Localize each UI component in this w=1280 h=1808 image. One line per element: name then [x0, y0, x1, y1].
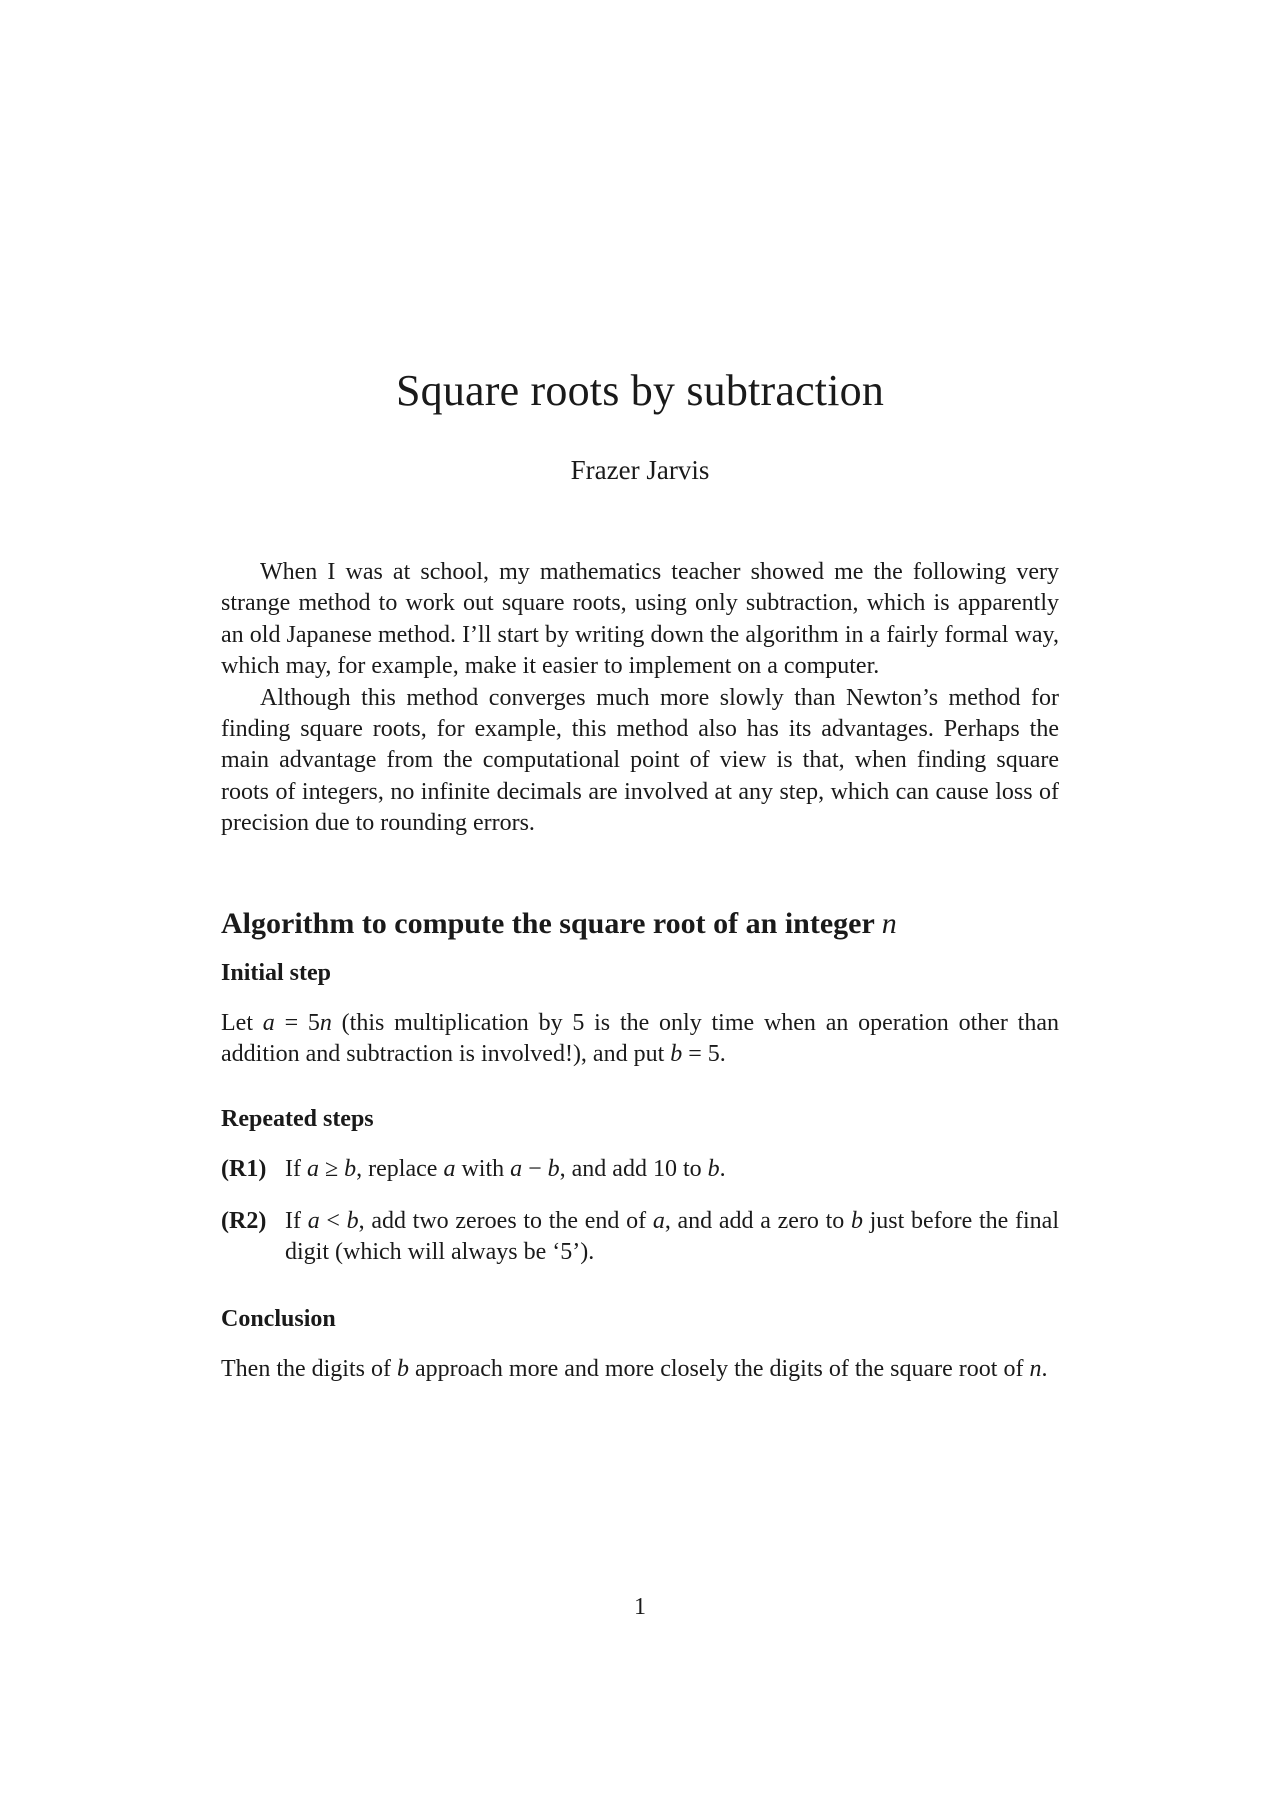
rule-label-r1: (R1) [221, 1156, 267, 1182]
math-variable: n [1029, 1356, 1042, 1382]
math-variable: b [396, 1356, 409, 1382]
math-variable: a [262, 1010, 275, 1036]
rule-label-r2: (R2) [221, 1208, 267, 1234]
conclusion-paragraph [221, 1354, 1059, 1385]
text-fragment: = 5. [682, 1041, 726, 1068]
math-variable: b [346, 1208, 359, 1234]
intro-paragraph-1: When I was at school, my mathematics teacher showed me the following very strange method to work out square roots, using only subtraction, which is apparently an old Japanese method. I’ll start by writing down the algorithm in a fairly formal way, which may, for example, make it easier to implement on a computer. [221, 559, 1059, 680]
text-fragment: If [285, 1208, 308, 1234]
text-fragment: (this multiplication by 5 is the only time when an operation other than addition and subtraction is involved!), and put [221, 1010, 1059, 1068]
text-fragment: = 5 [274, 1010, 320, 1036]
text-fragment: − [522, 1156, 548, 1182]
math-variable: b [344, 1156, 357, 1182]
initial-step-heading: Initial step [221, 960, 332, 986]
math-variable: b [850, 1208, 863, 1234]
math-variable: b [547, 1156, 560, 1182]
rule-text-r2 [285, 1206, 1059, 1269]
text-fragment: Then the digits of [221, 1356, 397, 1382]
math-variable: a [510, 1156, 523, 1182]
author-name: Frazer Jarvis [570, 455, 710, 485]
paper-title: Square roots by subtraction [395, 366, 885, 415]
repeated-steps-heading: Repeated steps [221, 1106, 374, 1132]
text-fragment: , add two zeroes to the end of [358, 1208, 653, 1234]
rule-r2 [221, 1206, 1059, 1269]
text-fragment: , and add a zero to [664, 1208, 851, 1234]
intro-paragraph-2: Although this method converges much more slowly than Newton’s method for finding square roots, for example, this method also has its advantages. Perhaps the main advantage from the computational point of view is that, when finding square roots of integers, no infinite decimals are involved at any step, which can cause loss of precision due to rounding errors. [221, 684, 1059, 837]
math-variable: n [319, 1010, 332, 1036]
math-variable: a [443, 1156, 456, 1182]
math-variable: b [670, 1041, 683, 1068]
text-fragment: approach more and more closely the digits of the square root of [408, 1356, 1030, 1382]
initial-step-paragraph [221, 1008, 1059, 1071]
text-fragment: . [1041, 1356, 1048, 1382]
math-variable: a [307, 1208, 320, 1234]
math-variable: b [707, 1156, 720, 1182]
text-fragment: , and add 10 to [559, 1156, 708, 1182]
text-fragment: If [285, 1156, 307, 1182]
conclusion-section [221, 1354, 1059, 1385]
rule-r1 [221, 1154, 1059, 1185]
section-heading [221, 907, 897, 941]
text-fragment: < [319, 1208, 347, 1234]
intro-section [221, 557, 1059, 840]
section-heading-variable: n [881, 907, 897, 940]
page-number: 1 [634, 1594, 646, 1620]
text-fragment: ≥ [318, 1156, 345, 1182]
rule-text-r1 [285, 1154, 1059, 1185]
conclusion-heading: Conclusion [221, 1306, 336, 1332]
text-fragment: . [719, 1156, 726, 1182]
section-heading-text: Algorithm to compute the square root of an integer [221, 907, 875, 940]
text-fragment: Let [221, 1010, 263, 1036]
math-variable: a [652, 1208, 665, 1234]
initial-step-section [221, 1008, 1059, 1071]
text-fragment: with [455, 1156, 511, 1182]
text-fragment: , replace [356, 1156, 444, 1182]
math-variable: a [306, 1156, 319, 1182]
text-fragment: just before the final digit (which will always be ‘5’). [285, 1208, 1060, 1266]
